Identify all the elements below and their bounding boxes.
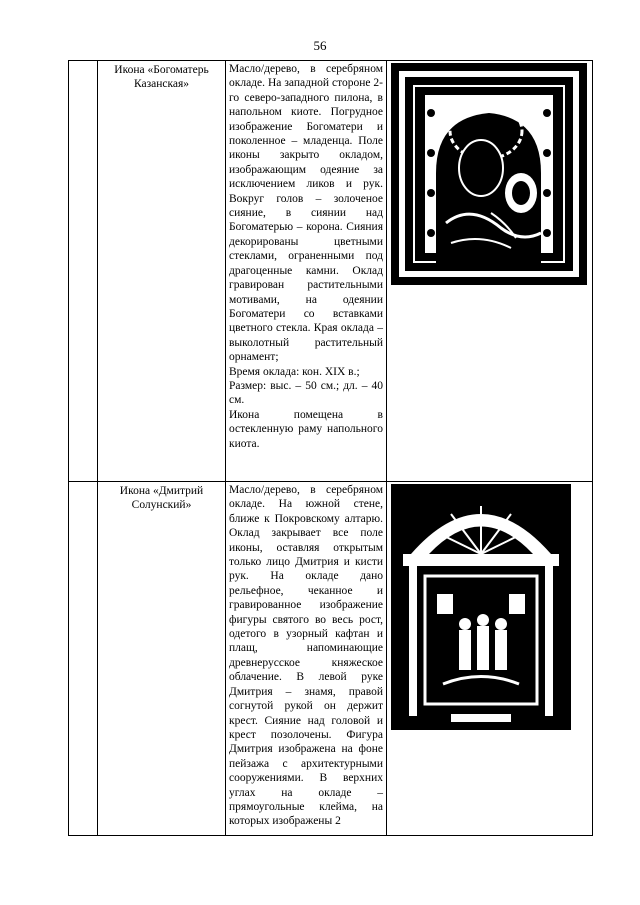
item-description-cell [226,61,387,482]
item-description [226,482,386,829]
row-number-cell [69,61,98,482]
item-name-cell [98,482,226,836]
row-number-cell [69,482,98,836]
table-row [69,482,593,836]
description-paragraph: Масло/дерево, в серебряном окладе. На южной стене, ближе к Покровскому алтарю. Оклад закрывает все поле иконы, оставляя открытым только лицо Дмитрия и кисти рук. На окладе дано рельефное, чеканное и гравированное изображение фигуры святого во весь рост, одетого в узорный кафтан и плащ, напоминающие древнерусское княжеское облачение. В левой руке Дмитрия – знамя, правой согнутой рукой он держит крест. Сияние над головой и крест позолочены. Фигура Дмитрия изображена на фоне пейзажа с архитектурными сооружениями. В верхних углах на окладе – прямоугольные клейма, на которых изображены 2 [229,484,383,828]
item-name-cell [98,61,226,482]
item-description-cell [226,482,387,836]
item-name: Икона «Богоматерь Казанская» [114,64,209,90]
item-photo-cell [387,482,593,836]
page-number: 56 [313,38,327,53]
description-paragraph: Икона помещена в остекленную раму напольного киота. [229,408,383,450]
item-description [226,61,386,451]
icon-photo-kazan [391,63,587,285]
description-paragraph: Масло/дерево, в серебряном окладе. На западной стороне 2-го северо-западного пилона, в напольном киоте. Погрудное изображение Богоматери и поколенное – младенца. Поле иконы закрыто окладом, изображающим одеяние за исключением ликов и рук. Вокруг голов – золоченое сияние, в сиянии над Богоматерью – корона. Сияния декорированы цветными стеклами, ограненными под драгоценные камни. Оклад гравирован растительными мотивами, на одеянии Богоматери со вставками цветного стекла. Края оклада – выколотный растительный орнамент; [229,63,383,364]
icon-photo-dmitry [391,484,571,730]
table-row [69,61,593,482]
description-paragraph: Время оклада: кон. XIX в.; [229,365,360,378]
catalog-table [68,60,593,836]
description-paragraph: Размер: выс. – 50 см.; дл. – 40 см. [229,379,383,407]
item-name: Икона «Дмитрий Солунский» [119,485,204,511]
item-photo-cell [387,61,593,482]
